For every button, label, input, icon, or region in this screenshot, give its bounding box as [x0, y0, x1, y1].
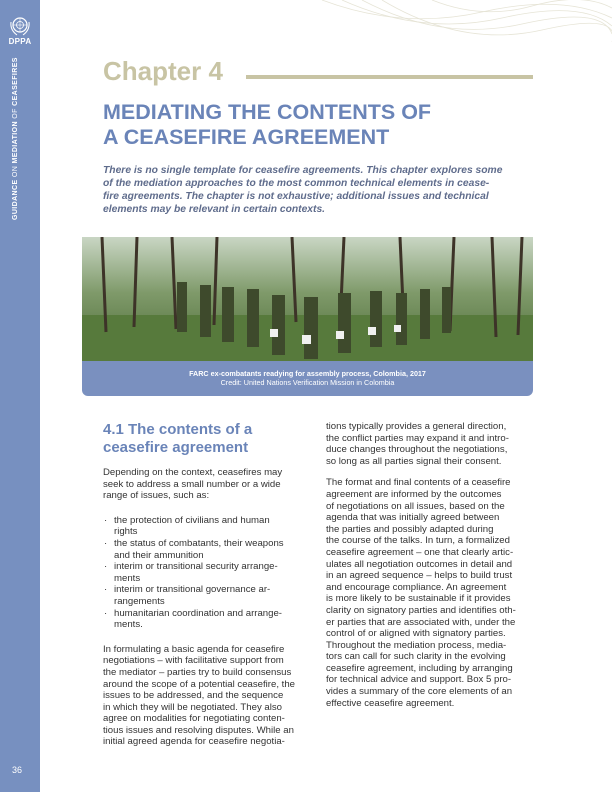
text-line: the course of the talks. In turn, a formalized [326, 535, 510, 547]
title-line: A CEASEFIRE AGREEMENT [103, 125, 390, 149]
text-line: effective ceasefire agreement. [326, 697, 455, 709]
chapter-intro [103, 164, 533, 216]
text-line: Depending on the context, ceasefires may [103, 467, 283, 478]
text-line: is more likely to be sustainable if it provides [326, 593, 511, 605]
text-line: duce changes throughout the negotiations, [326, 444, 508, 456]
right-column [326, 421, 532, 709]
text-line: ments [114, 572, 141, 584]
paragraph [103, 467, 309, 502]
text-line: ceasefire agreement, including by arranging [326, 662, 513, 674]
text-line: the parties and possibly adapted during [326, 523, 494, 535]
text-line: er parties that are associated with, under the [326, 616, 516, 628]
intro-line: elements may be relevant in certain contexts. [103, 204, 326, 215]
title-line: MEDIATING THE CONTENTS OF [103, 100, 432, 124]
left-column [103, 467, 309, 748]
text-line: rights [114, 526, 138, 538]
text-line: interim or transitional governance ar- [114, 584, 271, 596]
text-line: The format and final contents of a ceasefire [326, 477, 511, 489]
text-line: issues to be addressed, and the sequence [103, 690, 284, 702]
chapter-heading-row [103, 56, 533, 90]
chapter-title [103, 100, 523, 150]
text-line: and encourage compliance. An agreement [326, 581, 507, 593]
text-line: in an agreed sequence – helps to build trust [326, 570, 513, 582]
issue-list [103, 515, 309, 631]
text-line: agree on modalities for negotiating conten- [103, 713, 285, 725]
paragraph [326, 477, 532, 709]
photo [82, 237, 533, 361]
running-title-part: MEDIATION [12, 121, 19, 164]
photo-credit: Credit: United Nations Verification Mission in Colombia [220, 378, 395, 387]
running-title-part: OF [12, 105, 19, 122]
intro-line: fire agreements. The chapter is not exhaustive; additional issues and technical [103, 191, 489, 202]
text-line: the conflict parties may expand it and intro- [326, 432, 509, 444]
text-line: interim or transitional security arrange- [114, 561, 278, 573]
text-line: ulates all negotiation outcomes in detail and [326, 558, 513, 570]
text-line: tors can call for such clarity in the evolving [326, 651, 506, 663]
running-title-part: ON [12, 163, 19, 180]
photo-caption: FARC ex-combatants readying for assembly process, Colombia, 2017 [189, 369, 426, 378]
text-line: agreement are informed by the outcomes [326, 488, 502, 500]
text-line: agenda that was initially agreed between [326, 512, 500, 524]
text-line: ments. [114, 619, 143, 631]
text-line: tious issues and resolving disputes. While an [103, 724, 294, 736]
text-line: the status of combatants, their weapons [114, 537, 284, 549]
intro-line: of the mediation approaches to the most common technical elements in cease- [103, 178, 490, 189]
text-line: seek to address a small number or a wide [103, 478, 281, 490]
text-line: humanitarian coordination and arrange- [114, 607, 282, 619]
list-item [103, 538, 309, 561]
text-line: control of or aligned with signatory parties. [326, 628, 506, 640]
text-line: so long as all parties signal their consent. [326, 455, 502, 467]
text-line: ceasefire agreement – one that clearly artic- [326, 546, 514, 558]
heading-line: ceasefire agreement [103, 439, 249, 456]
decorative-wave-lines [312, 0, 612, 50]
paragraph [326, 421, 532, 467]
list-item [103, 608, 309, 631]
text-line: around the scope of a potential ceasefire, the [103, 678, 296, 690]
org-name: DPPA [8, 37, 32, 46]
text-line: for technical advice and support. Box 5 pro- [326, 674, 512, 686]
page-number: 36 [12, 765, 23, 775]
text-line: in which they will be negotiated. They also [103, 701, 283, 713]
chapter-label: Chapter 4 [103, 56, 223, 86]
paragraph [103, 644, 309, 748]
list-item [103, 561, 309, 584]
chapter-rule [246, 75, 533, 79]
list-item [103, 515, 309, 538]
running-title-part: GUIDANCE [12, 179, 19, 220]
running-title-part: CEASEFIRES [12, 57, 19, 106]
text-line: vides a summary of the core elements of an [326, 686, 513, 698]
section-heading [103, 421, 303, 457]
text-line: the mediator – parties try to build consensus [103, 666, 292, 678]
sidebar [0, 0, 40, 792]
text-line: tions typically provides a general direction, [326, 421, 507, 432]
list-item [103, 584, 309, 607]
text-line: initial agreed agenda for ceasefire negotia- [103, 736, 285, 748]
text-line: the protection of civilians and human [114, 514, 270, 526]
text-line: clarity on signatory parties and identifies oth- [326, 604, 516, 616]
intro-line: There is no single template for ceasefire agreements. This chapter explores some [103, 165, 503, 176]
text-line: of negotiations on all issues, based on the [326, 500, 505, 512]
text-line: rangements [114, 595, 165, 607]
photo-caption-box [82, 361, 533, 396]
text-line: negotiations – with facilitative support from [103, 655, 284, 667]
un-emblem-icon [8, 14, 32, 38]
photo-illustration [82, 237, 533, 361]
heading-line: 4.1 The contents of a [103, 421, 253, 438]
text-line: range of issues, such as: [103, 490, 210, 502]
text-line: and their ammunition [114, 549, 204, 561]
text-line: In formulating a basic agenda for ceasefire [103, 643, 285, 655]
text-line: Throughout the mediation process, media- [326, 639, 507, 651]
